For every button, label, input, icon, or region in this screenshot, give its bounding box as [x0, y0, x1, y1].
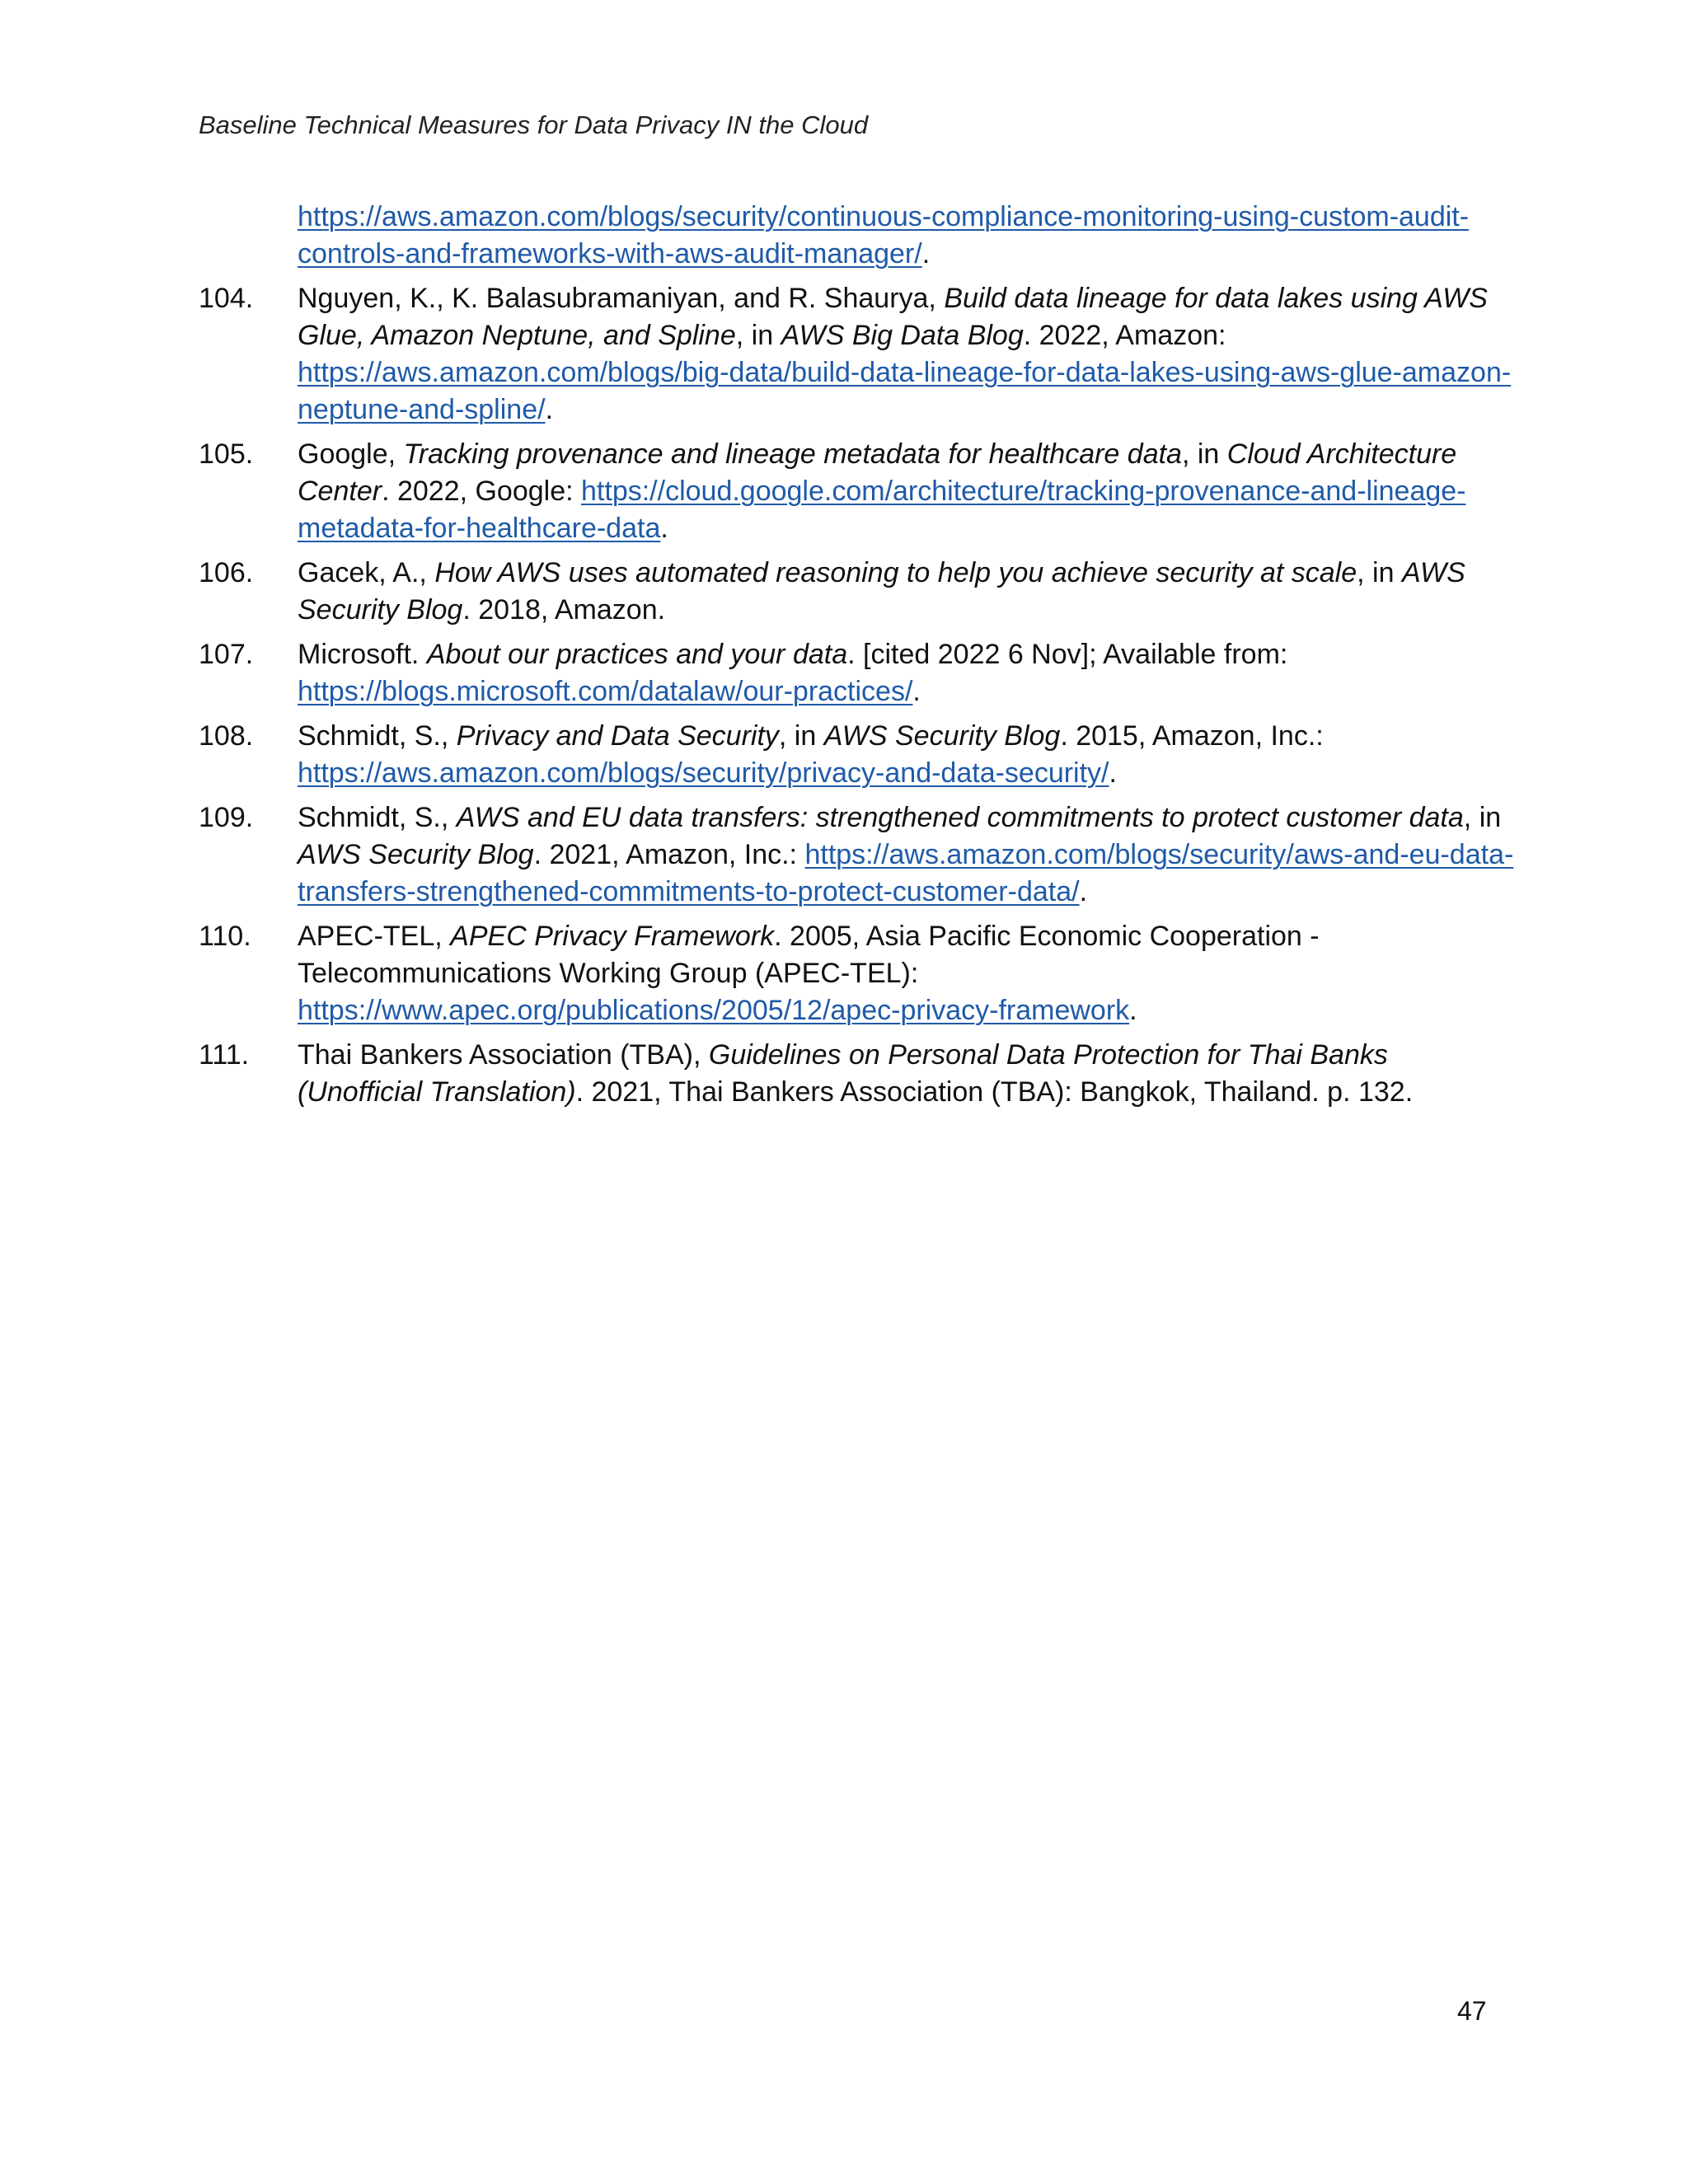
- reference-link[interactable]: https://cloud.google.com/architecture/tracking-provenance-and-lineage-metadata-for-healthcare-data: [298, 476, 1466, 544]
- reference-link[interactable]: https://aws.amazon.com/blogs/security/continuous-compliance-monitoring-using-custom-audit-controls-and-frameworks-with-aws-audit-manager/: [298, 201, 1470, 269]
- reference-italic-title: AWS Security Blog: [823, 720, 1061, 752]
- reference-text: [298, 1037, 1517, 1111]
- reference-number: 110.: [199, 921, 251, 952]
- reference-plain-text: Schmidt, S.,: [298, 802, 457, 833]
- reference-plain-text: , in: [1357, 557, 1402, 588]
- reference-italic-title: AWS Big Data Blog: [781, 320, 1024, 351]
- reference-text: [298, 718, 1517, 792]
- reference-plain-text: .: [1129, 995, 1137, 1026]
- reference-plain-text: . 2021, Amazon, Inc.:: [533, 839, 805, 870]
- page-number: 47: [1457, 1996, 1487, 2026]
- reference-entry: [199, 799, 1517, 911]
- reference-text: [298, 918, 1517, 1029]
- reference-entry: [199, 718, 1517, 792]
- reference-plain-text: Nguyen, K., K. Balasubramaniyan, and R. Shaurya,: [298, 283, 945, 314]
- reference-plain-text: .: [660, 513, 668, 544]
- reference-plain-text: . 2018, Amazon.: [462, 594, 666, 626]
- reference-plain-text: , in: [735, 320, 781, 351]
- reference-link[interactable]: https://aws.amazon.com/blogs/security/aws-and-eu-data-transfers-strengthened-commitments-to-protect-customer-data/: [298, 839, 1514, 907]
- reference-plain-text: Google,: [298, 438, 404, 470]
- reference-text: [298, 199, 1517, 273]
- reference-italic-title: AWS Security Blog: [298, 557, 1465, 626]
- reference-italic-title: Guidelines on Personal Data Protection for Thai Banks (Unofficial Translation): [298, 1039, 1388, 1108]
- reference-number: 105.: [199, 438, 254, 470]
- reference-plain-text: Schmidt, S.,: [298, 720, 457, 752]
- reference-plain-text: , in: [1463, 802, 1502, 833]
- reference-number: 104.: [199, 283, 254, 314]
- reference-text: [298, 436, 1517, 547]
- reference-link[interactable]: https://blogs.microsoft.com/datalaw/our-practices/: [298, 676, 913, 707]
- reference-plain-text: .: [545, 394, 554, 425]
- reference-italic-title: Tracking provenance and lineage metadata for healthcare data: [403, 438, 1182, 470]
- reference-plain-text: , in: [1181, 438, 1227, 470]
- reference-text: [298, 799, 1517, 911]
- reference-text: [298, 636, 1517, 710]
- reference-plain-text: . 2022, Google:: [382, 476, 582, 507]
- reference-entry: [199, 436, 1517, 547]
- reference-italic-title: Privacy and Data Security: [456, 720, 779, 752]
- reference-plain-text: .: [1109, 757, 1117, 789]
- reference-plain-text: . 2022, Amazon:: [1023, 320, 1226, 351]
- reference-link[interactable]: https://aws.amazon.com/blogs/security/privacy-and-data-security/: [298, 757, 1109, 789]
- reference-italic-title: AWS Security Blog: [298, 839, 534, 870]
- reference-link[interactable]: https://www.apec.org/publications/2005/12/apec-privacy-framework: [298, 995, 1130, 1026]
- reference-plain-text: APEC-TEL,: [298, 921, 451, 952]
- reference-entry: [199, 280, 1517, 429]
- reference-plain-text: .: [921, 238, 931, 269]
- reference-number: 111.: [199, 1039, 250, 1071]
- reference-italic-title: How AWS uses automated reasoning to help you achieve security at scale: [434, 557, 1357, 588]
- reference-entry: [199, 1037, 1517, 1111]
- reference-plain-text: , in: [778, 720, 824, 752]
- reference-link[interactable]: https://aws.amazon.com/blogs/big-data/build-data-lineage-for-data-lakes-using-aws-glue-amazon-neptune-and-spline/: [298, 357, 1512, 425]
- running-header: Baseline Technical Measures for Data Privacy IN the Cloud: [199, 110, 869, 139]
- reference-plain-text: .: [1079, 876, 1088, 907]
- reference-plain-text: . [cited 2022 6 Nov]; Available from:: [847, 639, 1288, 670]
- reference-number: 109.: [199, 802, 254, 833]
- reference-text: [298, 280, 1517, 429]
- reference-plain-text: . 2015, Amazon, Inc.:: [1060, 720, 1324, 752]
- reference-italic-title: About our practices and your data: [426, 639, 848, 670]
- reference-entry: [199, 199, 1517, 273]
- reference-plain-text: Microsoft.: [298, 639, 427, 670]
- reference-text: [298, 555, 1517, 629]
- reference-number: 106.: [199, 557, 254, 588]
- reference-italic-title: APEC Privacy Framework: [450, 921, 775, 952]
- reference-plain-text: Gacek, A.,: [298, 557, 435, 588]
- reference-plain-text: . 2021, Thai Bankers Association (TBA): Bangkok, Thailand. p. 132.: [575, 1076, 1414, 1108]
- reference-number: 108.: [199, 720, 254, 752]
- reference-entry: [199, 918, 1517, 1029]
- reference-number: 107.: [199, 639, 254, 670]
- reference-plain-text: .: [912, 676, 921, 707]
- reference-italic-title: AWS and EU data transfers: strengthened commitments to protect customer data: [456, 802, 1464, 833]
- reference-italic-title: Cloud Architecture Center: [298, 438, 1457, 507]
- reference-plain-text: Thai Bankers Association (TBA),: [298, 1039, 709, 1071]
- reference-list: [199, 199, 1517, 1118]
- reference-entry: [199, 555, 1517, 629]
- reference-italic-title: Build data lineage for data lakes using AWS Glue, Amazon Neptune, and Spline: [298, 283, 1488, 351]
- reference-entry: [199, 636, 1517, 710]
- reference-plain-text: . 2005, Asia Pacific Economic Cooperation - Telecommunications Working Group (APEC-TEL):: [298, 921, 1320, 989]
